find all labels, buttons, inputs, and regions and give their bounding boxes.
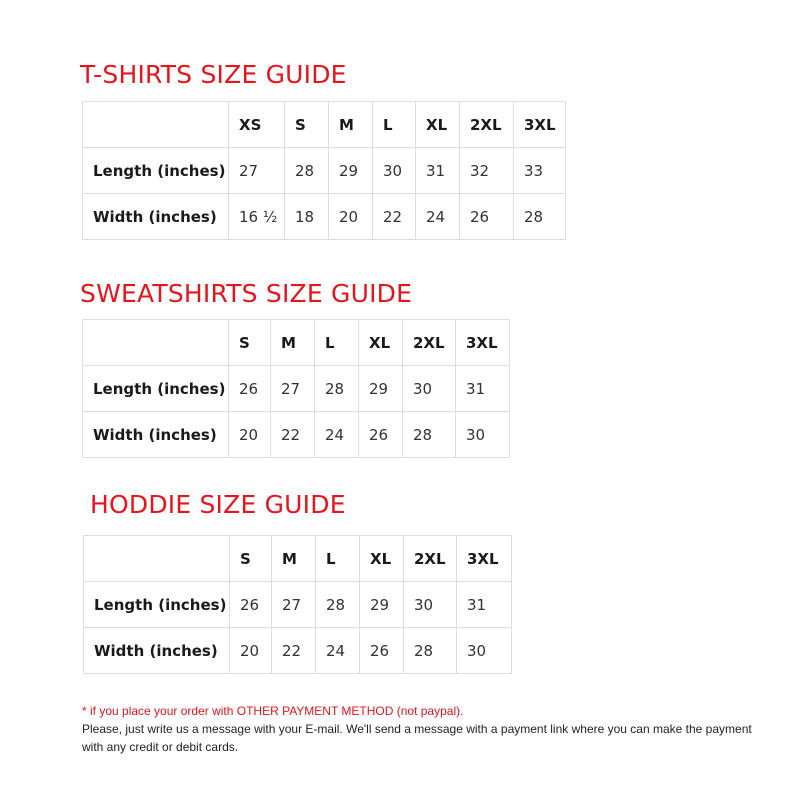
size-header: 3XL <box>457 536 512 582</box>
table-cell: 26 <box>229 366 271 412</box>
table-header-row <box>84 536 512 582</box>
table-cell: 32 <box>460 148 514 194</box>
size-header: M <box>271 320 315 366</box>
sweatshirts-size-guide-title: SWEATSHIRTS SIZE GUIDE <box>80 279 413 308</box>
tshirts-size-guide-title: T-SHIRTS SIZE GUIDE <box>80 60 347 89</box>
size-header: M <box>329 102 373 148</box>
size-header: XL <box>359 320 403 366</box>
table-cell: 26 <box>460 194 514 240</box>
size-header: XL <box>360 536 404 582</box>
table-cell: 28 <box>403 412 456 458</box>
table-cell: 24 <box>316 628 360 674</box>
row-label: Width (inches) <box>84 628 230 674</box>
tshirts-size-table <box>82 101 566 240</box>
table-row <box>84 582 512 628</box>
row-label: Width (inches) <box>83 194 229 240</box>
hoodie-size-guide-title: HODDIE SIZE GUIDE <box>90 490 346 519</box>
table-cell: 33 <box>514 148 566 194</box>
table-row <box>83 194 566 240</box>
row-label: Width (inches) <box>83 412 229 458</box>
table-cell: 20 <box>329 194 373 240</box>
table-cell: 26 <box>359 412 403 458</box>
table-header-row <box>83 320 510 366</box>
size-header: M <box>272 536 316 582</box>
size-header: 2XL <box>403 320 456 366</box>
table-row <box>83 412 510 458</box>
size-header: 3XL <box>514 102 566 148</box>
table-cell: 29 <box>360 582 404 628</box>
table-cell: 24 <box>315 412 359 458</box>
table-cell: 16 ½ <box>229 194 285 240</box>
table-cell: 28 <box>315 366 359 412</box>
table-cell: 29 <box>359 366 403 412</box>
table-row <box>84 628 512 674</box>
table-cell: 29 <box>329 148 373 194</box>
size-header: S <box>229 320 271 366</box>
table-row <box>83 148 566 194</box>
table-cell: 30 <box>373 148 416 194</box>
payment-note <box>82 702 772 756</box>
table-cell: 18 <box>285 194 329 240</box>
size-header: XL <box>416 102 460 148</box>
table-cell: 28 <box>514 194 566 240</box>
size-header: L <box>315 320 359 366</box>
table-cell: 31 <box>457 582 512 628</box>
table-cell: 28 <box>316 582 360 628</box>
table-cell: 28 <box>285 148 329 194</box>
table-cell: 31 <box>416 148 460 194</box>
size-header: 3XL <box>456 320 510 366</box>
table-cell: 20 <box>230 628 272 674</box>
size-header: S <box>230 536 272 582</box>
hoodie-size-table <box>83 535 512 674</box>
payment-note-warning: * if you place your order with OTHER PAYMENT METHOD (not paypal). <box>82 704 464 718</box>
table-cell: 27 <box>229 148 285 194</box>
table-cell: 20 <box>229 412 271 458</box>
corner-cell <box>83 102 229 148</box>
sweatshirts-size-table <box>82 319 510 458</box>
table-header-row <box>83 102 566 148</box>
table-cell: 31 <box>456 366 510 412</box>
table-cell: 27 <box>272 582 316 628</box>
size-header: 2XL <box>460 102 514 148</box>
table-cell: 27 <box>271 366 315 412</box>
table-cell: 22 <box>272 628 316 674</box>
table-cell: 30 <box>404 582 457 628</box>
table-row <box>83 366 510 412</box>
row-label: Length (inches) <box>83 148 229 194</box>
size-header: XS <box>229 102 285 148</box>
size-header: L <box>373 102 416 148</box>
table-cell: 26 <box>360 628 404 674</box>
table-cell: 24 <box>416 194 460 240</box>
table-cell: 30 <box>403 366 456 412</box>
corner-cell <box>83 320 229 366</box>
row-label: Length (inches) <box>84 582 230 628</box>
table-cell: 30 <box>457 628 512 674</box>
payment-note-instructions: Please, just write us a message with your E-mail. We'll send a message with a payment link where you can make the payment with any credit or debit cards. <box>82 722 752 754</box>
table-cell: 28 <box>404 628 457 674</box>
size-header: 2XL <box>404 536 457 582</box>
row-label: Length (inches) <box>83 366 229 412</box>
table-cell: 30 <box>456 412 510 458</box>
size-header: S <box>285 102 329 148</box>
size-header: L <box>316 536 360 582</box>
corner-cell <box>84 536 230 582</box>
table-cell: 26 <box>230 582 272 628</box>
table-cell: 22 <box>271 412 315 458</box>
table-cell: 22 <box>373 194 416 240</box>
